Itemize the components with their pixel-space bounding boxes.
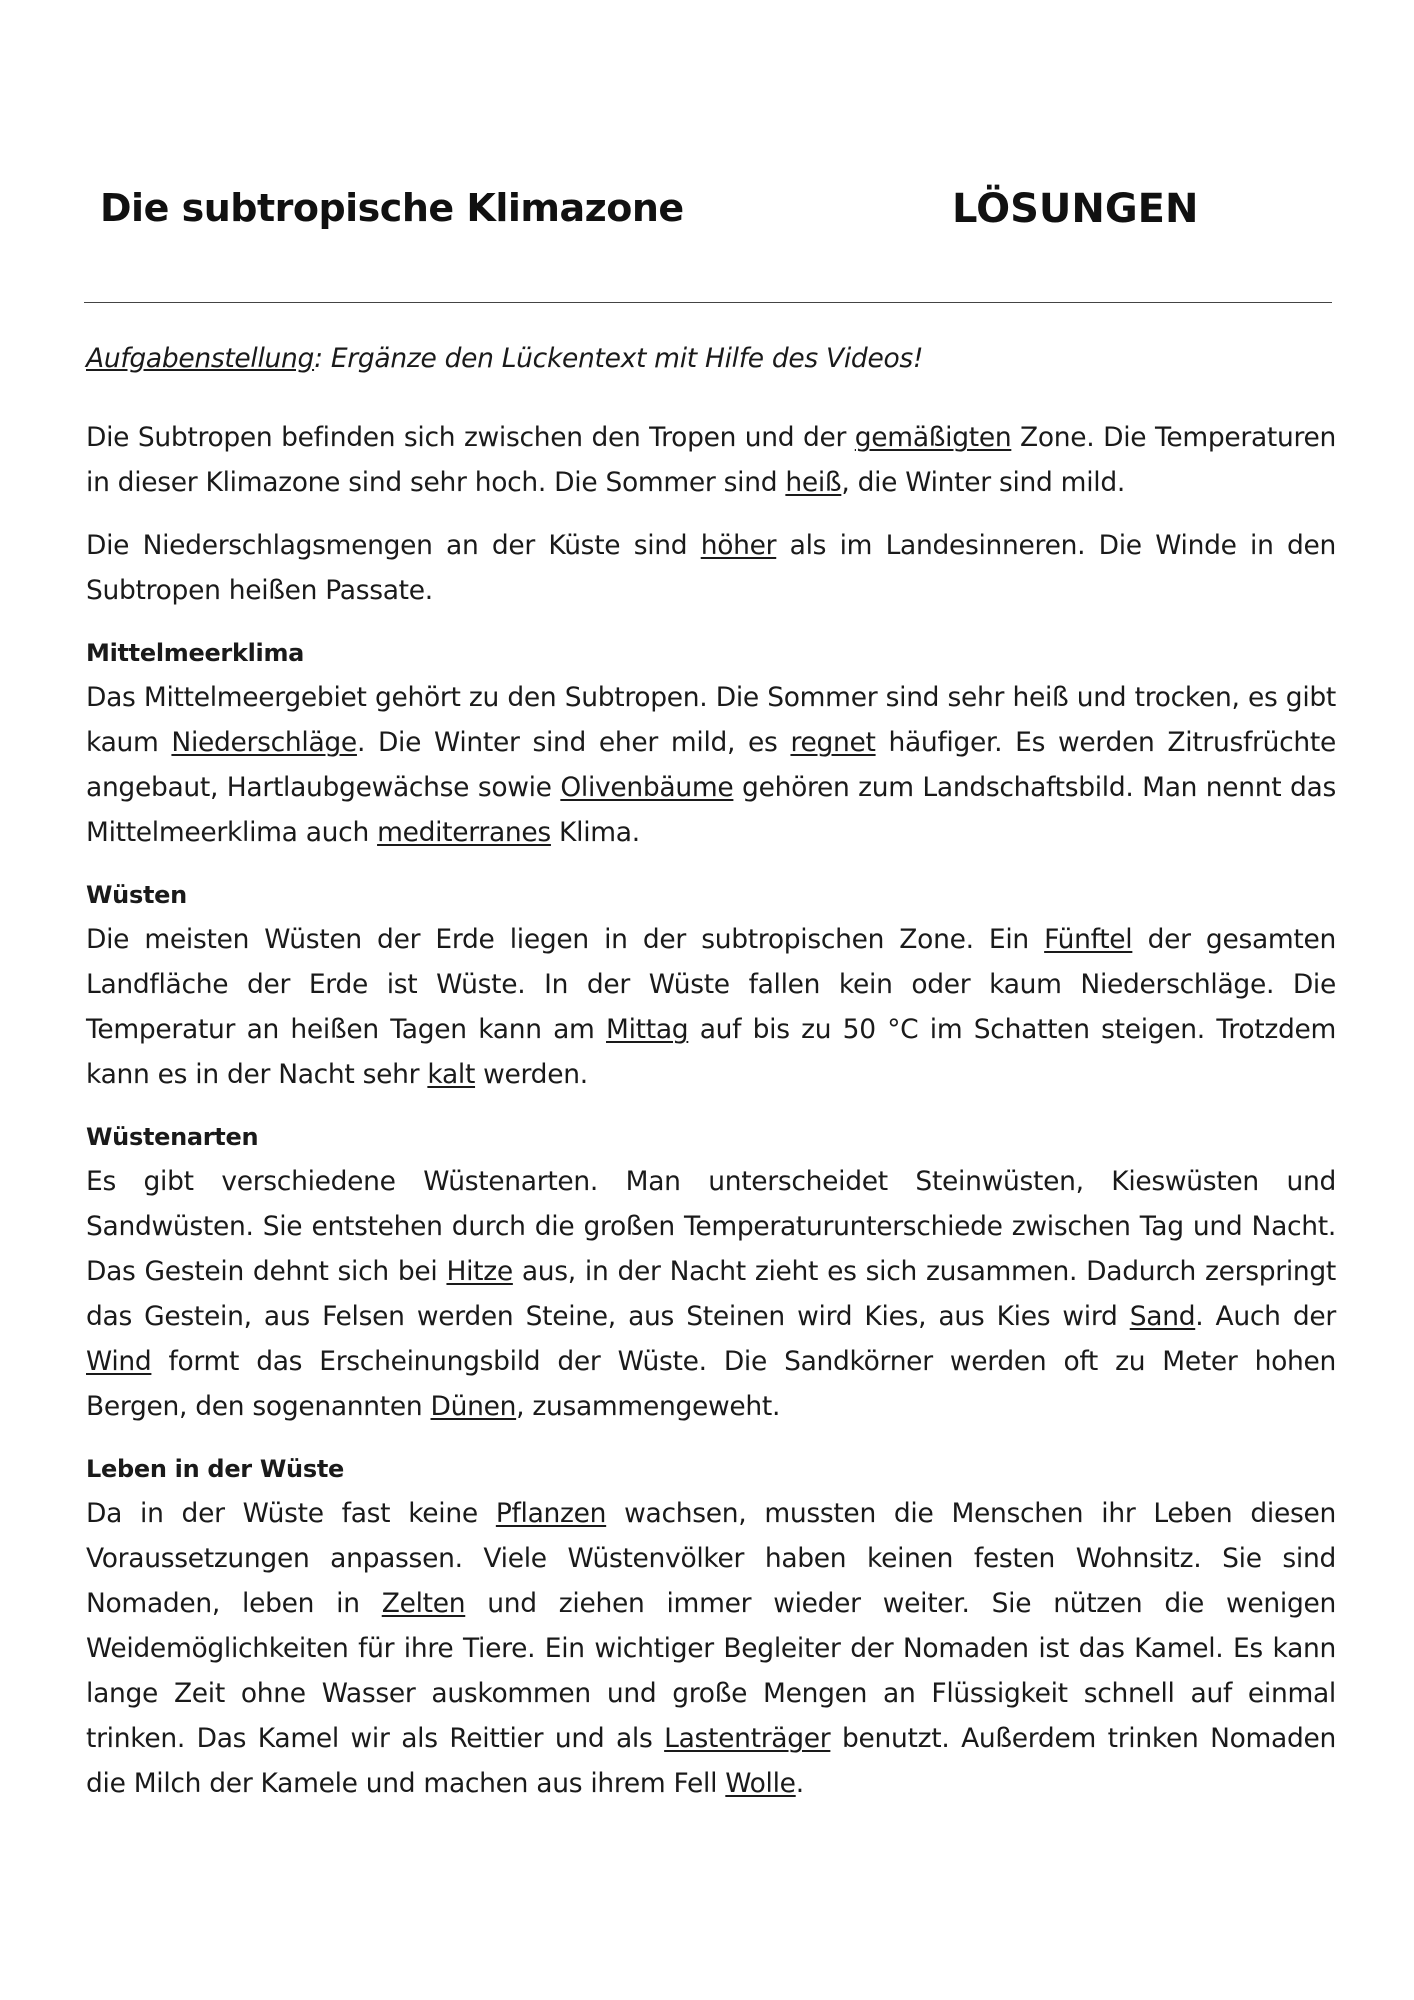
text-segment: der gesamten Landfläche der Erde ist Wüste. In der Wüste fallen kein oder kaum Niederschläge. Die Temperatur an heißen Tagen kann am: [86, 924, 1336, 1045]
answer-word: gemäßigten: [854, 422, 1012, 453]
section-heading: Mittelmeerklima: [86, 639, 305, 667]
header-divider: [84, 302, 1332, 303]
text-segment: , die Winter sind mild.: [841, 467, 1125, 498]
text-segment: .: [795, 1768, 804, 1799]
answer-word: Dünen: [430, 1391, 517, 1422]
answer-word: Wind: [86, 1346, 152, 1377]
text-segment: Zone. Die Temperaturen in dieser Klimazone sind sehr hoch. Die Sommer sind: [86, 422, 1336, 498]
text-segment: Es gibt verschiedene Wüstenarten. Man unterscheidet Steinwüsten, Kieswüsten und Sandwüsten. Sie entstehen durch die großen Temperaturunterschiede zwischen Tag und Nacht. Das Gestein dehnt sich bei: [86, 1166, 1336, 1287]
section-wuesten: [86, 873, 1336, 1097]
text-segment: auf bis zu 50 °C im Schatten steigen. Trotzdem kann es in der Nacht sehr: [86, 1014, 1336, 1090]
section-heading: Wüsten: [86, 881, 187, 909]
text-segment: Klima.: [550, 817, 640, 848]
text-segment: formt das Erscheinungsbild der Wüste. Die Sandkörner werden oft zu Meter hohen Bergen, den sogenannten: [86, 1346, 1336, 1422]
text-segment: und ziehen immer wieder weiter. Sie nützen die wenigen Weidemöglichkeiten für ihre Tiere. Ein wichtiger Begleiter der Nomaden ist das Kamel. Es kann lange Zeit ohne Wasser auskommen und große Mengen an Flüssigkeit schnell auf einmal trinken. Das Kamel wir als Reittier und als: [86, 1588, 1336, 1754]
text-segment: wachsen, mussten die Menschen ihr Leben diesen Voraussetzungen anpassen. Viele Wüstenvölker haben keinen festen Wohnsitz. Sie sind Nomaden, leben in: [86, 1498, 1336, 1619]
text-sections: [86, 415, 1336, 1806]
section-heading: Leben in der Wüste: [86, 1455, 344, 1483]
section-intro1: [86, 415, 1336, 505]
text-segment: . Auch der: [1195, 1301, 1336, 1332]
answer-word: Niederschläge: [171, 727, 357, 758]
answer-word: Lastenträger: [664, 1723, 831, 1754]
text-segment: Die Niederschlagsmengen an der Küste sind: [86, 530, 701, 561]
answer-word: regnet: [790, 727, 876, 758]
task-text: Ergänze den Lückentext mit Hilfe des Videos!: [322, 343, 924, 374]
task-label: Aufgabenstellung: [86, 343, 315, 374]
section-paragraph: [86, 675, 1336, 855]
text-segment: Das Mittelmeergebiet gehört zu den Subtropen. Die Sommer sind sehr heiß und trocken, es gibt kaum: [86, 682, 1336, 758]
text-segment: Die Subtropen befinden sich zwischen den Tropen und der: [86, 422, 855, 453]
section-paragraph: [86, 523, 1336, 613]
text-segment: Da in der Wüste fast keine: [86, 1498, 496, 1529]
answer-word: Hitze: [446, 1256, 513, 1287]
answer-word: Wolle: [725, 1768, 796, 1799]
text-segment: . Die Winter sind eher mild, es: [356, 727, 791, 758]
text-segment: benutzt. Außerdem trinken Nomaden die Milch der Kamele und machen aus ihrem Fell: [86, 1723, 1336, 1799]
answer-word: Sand: [1129, 1301, 1196, 1332]
text-segment: aus, in der Nacht zieht es sich zusammen. Dadurch zerspringt das Gestein, aus Felsen werden Steine, aus Steinen wird Kies, aus Kies wird: [86, 1256, 1336, 1332]
answer-word: Pflanzen: [495, 1498, 607, 1529]
answer-word: Fünftel: [1044, 924, 1133, 955]
task-colon: :: [314, 343, 323, 374]
answer-word: Olivenbäume: [560, 772, 734, 803]
text-segment: häufiger. Es werden Zitrusfrüchte angebaut, Hartlaubgewächse sowie: [86, 727, 1337, 803]
section-paragraph: [86, 917, 1336, 1097]
text-segment: als im Landesinneren. Die Winde in den Subtropen heißen Passate.: [86, 530, 1337, 606]
text-segment: werden.: [475, 1059, 588, 1090]
section-paragraph: [86, 1159, 1336, 1429]
section-intro2: [86, 523, 1336, 613]
answer-word: Zelten: [381, 1588, 466, 1619]
answer-word: höher: [700, 530, 777, 561]
answer-word: Mittag: [606, 1014, 689, 1045]
text-segment: gehören zum Landschaftsbild. Man nennt das Mittelmeerklima auch: [86, 772, 1337, 848]
section-heading: Wüstenarten: [86, 1123, 259, 1151]
section-mittelmeer: [86, 631, 1336, 855]
text-segment: , zusammengeweht.: [516, 1391, 781, 1422]
section-paragraph: [86, 415, 1336, 505]
worksheet-title: Die subtropische Klimazone: [100, 186, 684, 230]
answer-word: heiß: [785, 467, 842, 498]
section-wuestenarten: [86, 1115, 1336, 1429]
text-segment: Die meisten Wüsten der Erde liegen in der subtropischen Zone. Ein: [86, 924, 1045, 955]
section-leben: [86, 1447, 1336, 1806]
section-paragraph: [86, 1491, 1336, 1806]
answer-word: kalt: [427, 1059, 476, 1090]
answer-word: mediterranes: [377, 817, 551, 848]
worksheet-body: [86, 336, 1336, 1824]
task-instruction: [86, 336, 1336, 381]
solutions-label: LÖSUNGEN: [952, 186, 1199, 232]
